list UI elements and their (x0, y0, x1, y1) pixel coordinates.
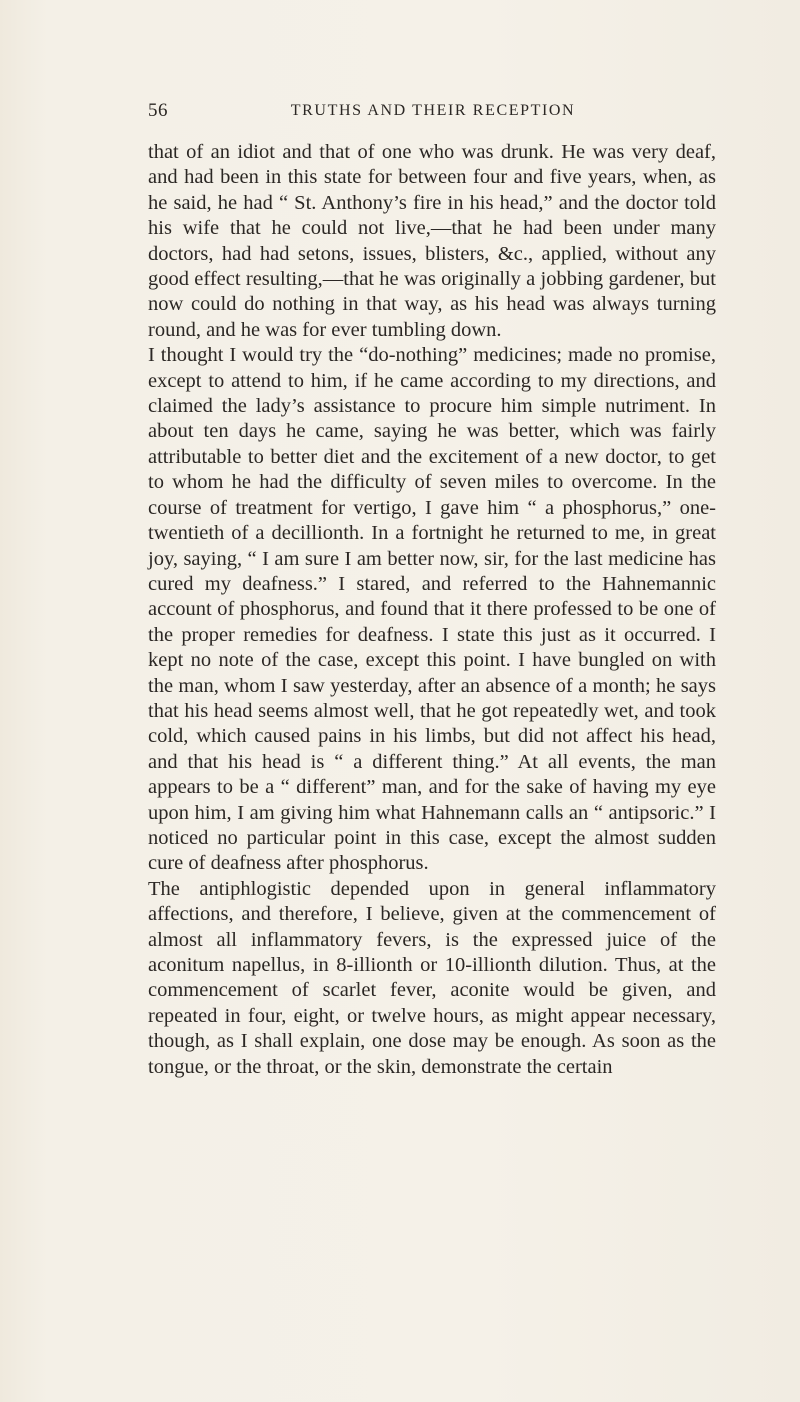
body-text (148, 140, 716, 1080)
paragraph-2: I thought I would try the “do-nothing” medicines; made no promise, except to attend to him, if he came according to my directions, and claimed the lady’s assistance to procure him simple nutriment. In about ten days he came, saying he was better, which was fairly attributable to better diet and the excitement of a new doctor, to get to whom he had the difficulty of seven miles to overcome. In the course of treatment for vertigo, I gave him “ a phosphorus,” one-twentieth of a decillionth. In a fortnight he returned to me, in great joy, saying, “ I am sure I am better now, sir, for the last medicine has cured my deafness.” I stared, and referred to the Hahnemannic account of phosphorus, and found that it there professed to be one of the proper remedies for deafness. I state this just as it occurred. I kept no note of the case, except this point. I have bungled on with the man, whom I saw yesterday, after an absence of a month; he says that his head seems almost well, that he got repeatedly wet, and took cold, which caused pains in his limbs, but did not affect his head, and that his head is “ a different thing.” At all events, the man appears to be a “ different” man, and for the sake of having my eye upon him, I am giving him what Hahnemann calls an “ antipsoric.” I noticed no particular point in this case, except the almost sudden cure of deafness after phosphorus. (148, 344, 716, 875)
paragraph-1: that of an idiot and that of one who was drunk. He was very deaf, and had been in this state for between four and five years, when, as he said, he had “ St. Anthony’s fire in his head,” and the doctor told his wife that he could not live,—that he had been under many doctors, had had setons, issues, blisters, &c., applied, without any good effect resulting,—that he was originally a jobbing gardener, but now could do nothing in that way, as his head was always turning round, and he was for ever tumbling down. (148, 141, 716, 341)
running-title: TRUTHS AND THEIR RECEPTION (290, 102, 576, 119)
running-head (148, 100, 718, 126)
paragraph-3: The antiphlogistic depended upon in general inflammatory affections, and therefore, I believe, given at the commencement of almost all inflammatory fevers, is the expressed juice of the aconitum napellus, in 8-illionth or 10-illionth dilution. Thus, at the commencement of scarlet fever, aconite would be given, and repeated in four, eight, or twelve hours, as might appear necessary, though, as I shall explain, one dose may be enough. As soon as the tongue, or the throat, or the skin, demonstrate the certain (148, 877, 716, 1078)
page-number: 56 (148, 100, 168, 121)
